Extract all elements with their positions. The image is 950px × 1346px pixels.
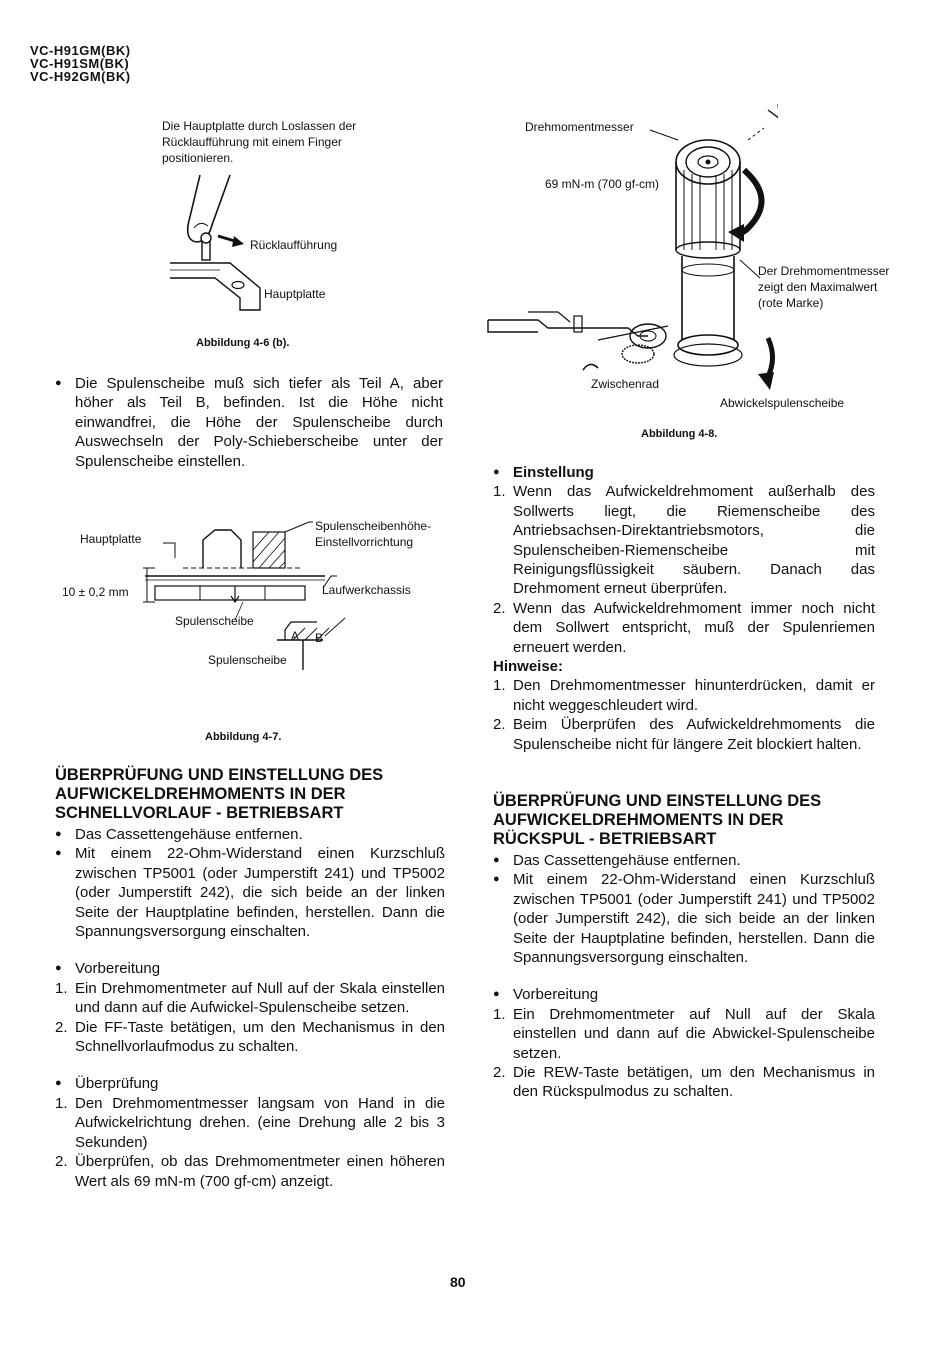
label-idler: Zwischenrad (591, 377, 660, 391)
label-part-a: A (291, 629, 300, 643)
subheading-preparation: ● Vorbereitung (493, 985, 875, 1004)
list-item: 2. Die FF-Taste betätigen, um den Mechanismus in den Schnellvorlaufmodus zu schalten. (55, 1018, 445, 1056)
label-main-plate: Hauptplatte (264, 287, 326, 301)
hints-title: Hinweise: (493, 658, 564, 676)
label-spool-height-adjuster: Spulenscheibenhöhe- Einstellvorrichtung (315, 519, 432, 549)
subheading-list (55, 959, 445, 978)
list-item: 1. Ein Drehmomentmeter auf Null auf der Skala einstellen und dann auf die Abwickel-Spulenscheibe setzen. (493, 1005, 875, 1062)
list-item: 2. Wenn das Aufwickeldrehmoment immer noch nicht dem Sollwert entspricht, muß der Spulenriemen erneuert werden. (493, 599, 875, 656)
section-fast-forward (55, 766, 445, 1191)
list-item: ● Mit einem 22-Ohm-Widerstand einen Kurzschluß zwischen TP5001 (oder Jumperstift 241) und TP5002 (oder Jumperstift 242), die sich beide an der linken Seite der Hauptplatine befinden, herstellen. Dann die Spannungsversorgung einschalten. (55, 844, 445, 941)
list-item: 1. Den Drehmomentmesser hinunterdrücken, damit er nicht weggeschleudert wird. (493, 677, 875, 714)
precondition-list (493, 851, 875, 967)
model-list (30, 44, 131, 83)
section-rewind (493, 792, 875, 1102)
preparation-steps (493, 1005, 875, 1102)
section-title: ÜBERPRÜFUNG UND EINSTELLUNG DES AUFWICKELDREHMOMENTS IN DER SCHNELLVORLAUF - BETRIEBSART (55, 766, 384, 822)
subheading-preparation: ● Vorbereitung (55, 959, 445, 978)
label-supply-spool: Abwickelspulenscheibe (720, 396, 845, 410)
subheading-check: ● Überprüfung (55, 1074, 445, 1093)
label-spool-disk: Spulenscheibe (208, 653, 287, 667)
label-guide: Rücklaufführung (250, 238, 338, 252)
hints-list (493, 676, 875, 754)
preparation-steps (55, 979, 445, 1057)
spool-height-list (55, 374, 443, 471)
model-name: VC-H91GM(BK) (30, 43, 131, 58)
page-number: 80 (450, 1274, 466, 1290)
figure-caption: Abbildung 4-6 (b). (196, 337, 290, 349)
precondition-list (55, 825, 445, 941)
list-item: 2. Überprüfen, ob das Drehmomentmeter einen höheren Wert als 69 mN-m (700 gf-cm) anzeigt. (55, 1153, 445, 1190)
list-item: ● Das Cassettengehäuse entfernen. (493, 851, 875, 870)
section-title: ÜBERPRÜFUNG UND EINSTELLUNG DES AUFWICKELDREHMOMENTS IN DER RÜCKSPUL - BETRIEBSART (493, 792, 822, 848)
model-name: VC-H91SM(BK) (30, 56, 130, 71)
subheading-list (493, 985, 875, 1004)
list-item: 2. Beim Überprüfen des Aufwickeldrehmoments die Spulenscheibe nicht für längere Zeit blockiert halten. (493, 716, 875, 753)
figure-caption: Abbildung 4-7. (205, 731, 282, 743)
subheading-adjustment: ● Einstellung (493, 463, 875, 482)
list-item: 1. Ein Drehmomentmeter auf Null auf der Skala einstellen und dann auf die Aufwickel-Spulenscheibe setzen. (55, 979, 445, 1017)
list-item: ● Mit einem 22-Ohm-Widerstand einen Kurzschluß zwischen TP5001 (oder Jumperstift 241) und TP5002 (oder Jumperstift 242), die sich beide an der linken Seite der Hauptplatine befinden, herstellen. Dann die Spannungsversorgung einschalten. (493, 870, 875, 967)
figure-4-8-illustration (478, 100, 778, 400)
check-steps (55, 1094, 445, 1191)
list-item: ● Das Cassettengehäuse entfernen. (55, 825, 445, 844)
list-item: 1. Den Drehmomentmesser langsam von Hand in die Aufwickelrichtung drehen. (eine Drehung alle 2 bis 3 Sekunden) (55, 1094, 445, 1151)
label-main-plate: Hauptplatte (80, 532, 142, 546)
figure-4-6b-note: Die Hauptplatte durch Loslassen der Rücklaufführung mit einem Finger positionieren. (162, 119, 357, 165)
section-adjustment (493, 463, 875, 754)
label-dimension: 10 ± 0,2 mm (62, 585, 129, 599)
list-item: 2. Die REW-Taste betätigen, um den Mechanismus in den Rückspulmodus zu schalten. (493, 1064, 875, 1101)
list-item: 1. Wenn das Aufwickeldrehmoment außerhalb des Sollwerts liegt, die Riemenscheibe des Antriebsachsen-Direktantriebsmotors, die Spulenscheiben-Riemenscheibe mit Reinigungsflüssigkeit säubern. Danach das Drehmoment erneut überprüfen. (493, 483, 875, 598)
label-torque-meter: Drehmomentmesser (525, 120, 634, 134)
label-spool-disk: Spulenscheibe (175, 614, 254, 628)
figure-caption: Abbildung 4-8. (641, 428, 718, 440)
model-name: VC-H92GM(BK) (30, 69, 131, 84)
label-part-b: B (315, 631, 324, 645)
list-item: ● Die Spulenscheibe muß sich tiefer als Teil A, aber höher als Teil B, befinden. Ist die Höhe nicht einwandfrei, die Höhe der Spulenscheibe durch Auswechseln der Poly-Schieberscheibe unter der Spulenscheibe einstellen. (55, 374, 443, 471)
subheading-list (493, 463, 875, 482)
label-chassis: Laufwerkchassis (322, 583, 411, 597)
adjustment-steps (493, 482, 875, 657)
label-max-indicator: Der Drehmomentmesser zeigt den Maximalwert (rote Marke) (758, 264, 890, 310)
label-torque-value: 69 mN-m (700 gf-cm) (545, 177, 660, 191)
subheading-list (55, 1074, 445, 1093)
